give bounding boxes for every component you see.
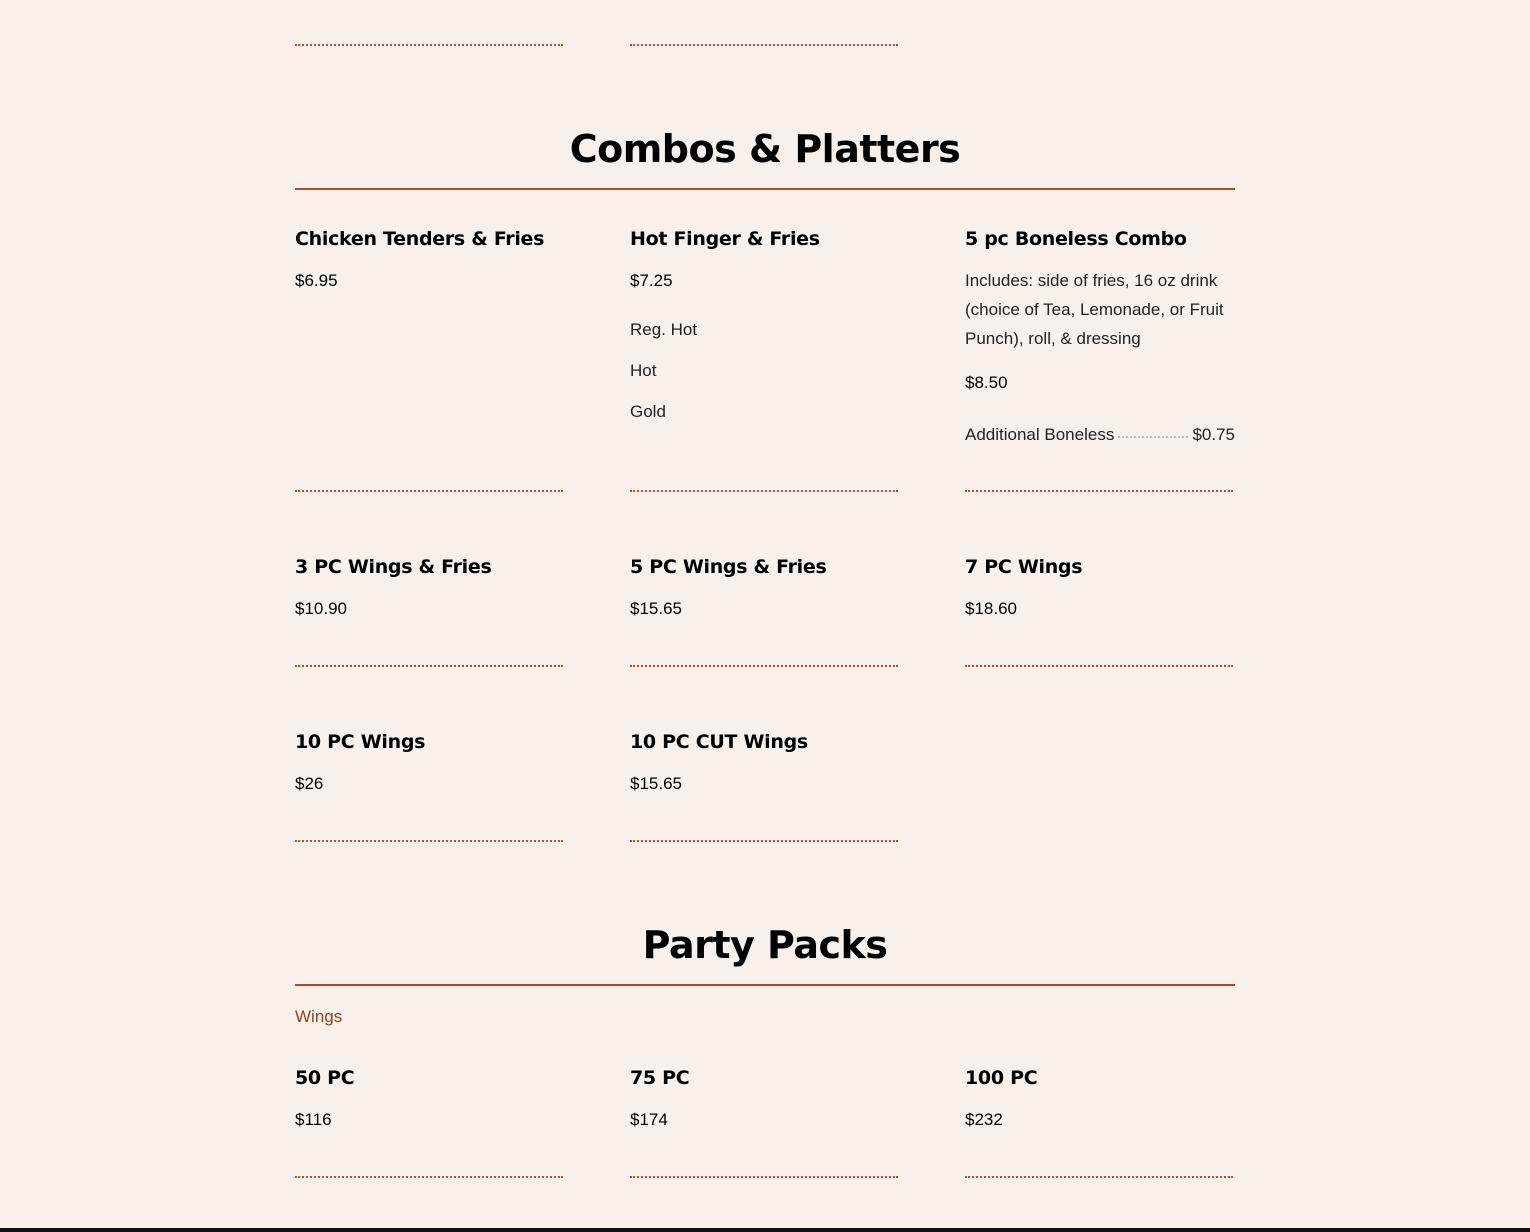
- item-name: 75 PC: [630, 1067, 690, 1089]
- item-name: 10 PC Wings: [295, 731, 426, 753]
- addon-price: $0.75: [1192, 425, 1235, 444]
- item-name: 5 pc Boneless Combo: [965, 228, 1187, 250]
- menu-item: [630, 733, 900, 792]
- item-name: 50 PC: [295, 1067, 355, 1089]
- item-option: Hot: [630, 361, 657, 380]
- item-price: $174: [630, 1110, 668, 1129]
- addon-leader: [1118, 436, 1188, 438]
- item-options: [630, 321, 900, 420]
- addon-label: Additional Boneless: [965, 425, 1115, 444]
- menu-item: [630, 230, 900, 444]
- subsection-label-wings: Wings: [295, 1007, 343, 1026]
- item-name: 7 PC Wings: [965, 556, 1083, 578]
- item-price: $116: [295, 1110, 332, 1129]
- item-price: $18.60: [965, 599, 1017, 618]
- item-separator: [965, 1176, 1233, 1178]
- item-separator: [630, 840, 898, 842]
- item-option: Reg. Hot: [630, 320, 698, 339]
- item-price: $26: [295, 774, 324, 793]
- item-separator: [295, 840, 563, 842]
- item-name: 3 PC Wings & Fries: [295, 556, 492, 578]
- item-separator: [965, 490, 1233, 492]
- item-option: Gold: [630, 402, 666, 421]
- page-bottom-bar: [0, 1228, 1530, 1232]
- menu-item: [965, 558, 1235, 617]
- item-addon: [965, 425, 1235, 445]
- item-separator: [630, 44, 898, 46]
- item-name: 100 PC: [965, 1067, 1038, 1089]
- item-separator: [630, 490, 898, 492]
- item-separator: [295, 1176, 563, 1178]
- item-price: $15.65: [630, 774, 682, 793]
- item-name: 10 PC CUT Wings: [630, 731, 808, 753]
- menu-item: [295, 230, 565, 289]
- item-price: $232: [965, 1110, 1003, 1129]
- section-divider: [295, 984, 1235, 986]
- item-separator: [295, 44, 563, 46]
- item-price: $8.50: [965, 373, 1008, 392]
- item-price: $6.95: [295, 271, 338, 290]
- item-description: Includes: side of fries, 16 oz drink (choice of Tea, Lemonade, or Fruit Punch), roll, & dressing: [965, 271, 1224, 348]
- menu-item: [630, 1069, 900, 1128]
- section-title-combos: Combos & Platters: [569, 127, 961, 171]
- item-name: Chicken Tenders & Fries: [295, 228, 545, 250]
- section-title-party-packs: Party Packs: [642, 923, 888, 967]
- item-name: 5 PC Wings & Fries: [630, 556, 827, 578]
- menu-item: [965, 1069, 1235, 1128]
- item-name: Hot Finger & Fries: [630, 228, 820, 250]
- item-separator: [295, 490, 563, 492]
- item-price: $10.90: [295, 599, 347, 618]
- item-separator: [965, 665, 1233, 667]
- item-price: $15.65: [630, 599, 682, 618]
- item-price: $7.25: [630, 271, 673, 290]
- item-separator: [295, 665, 563, 667]
- menu-item: [295, 733, 565, 792]
- menu-item: [295, 558, 565, 617]
- item-separator: [630, 665, 898, 667]
- menu-item: [295, 1069, 565, 1128]
- menu-item: [965, 230, 1235, 445]
- menu-item: [630, 558, 900, 617]
- section-divider: [295, 188, 1235, 190]
- item-separator: [630, 1176, 898, 1178]
